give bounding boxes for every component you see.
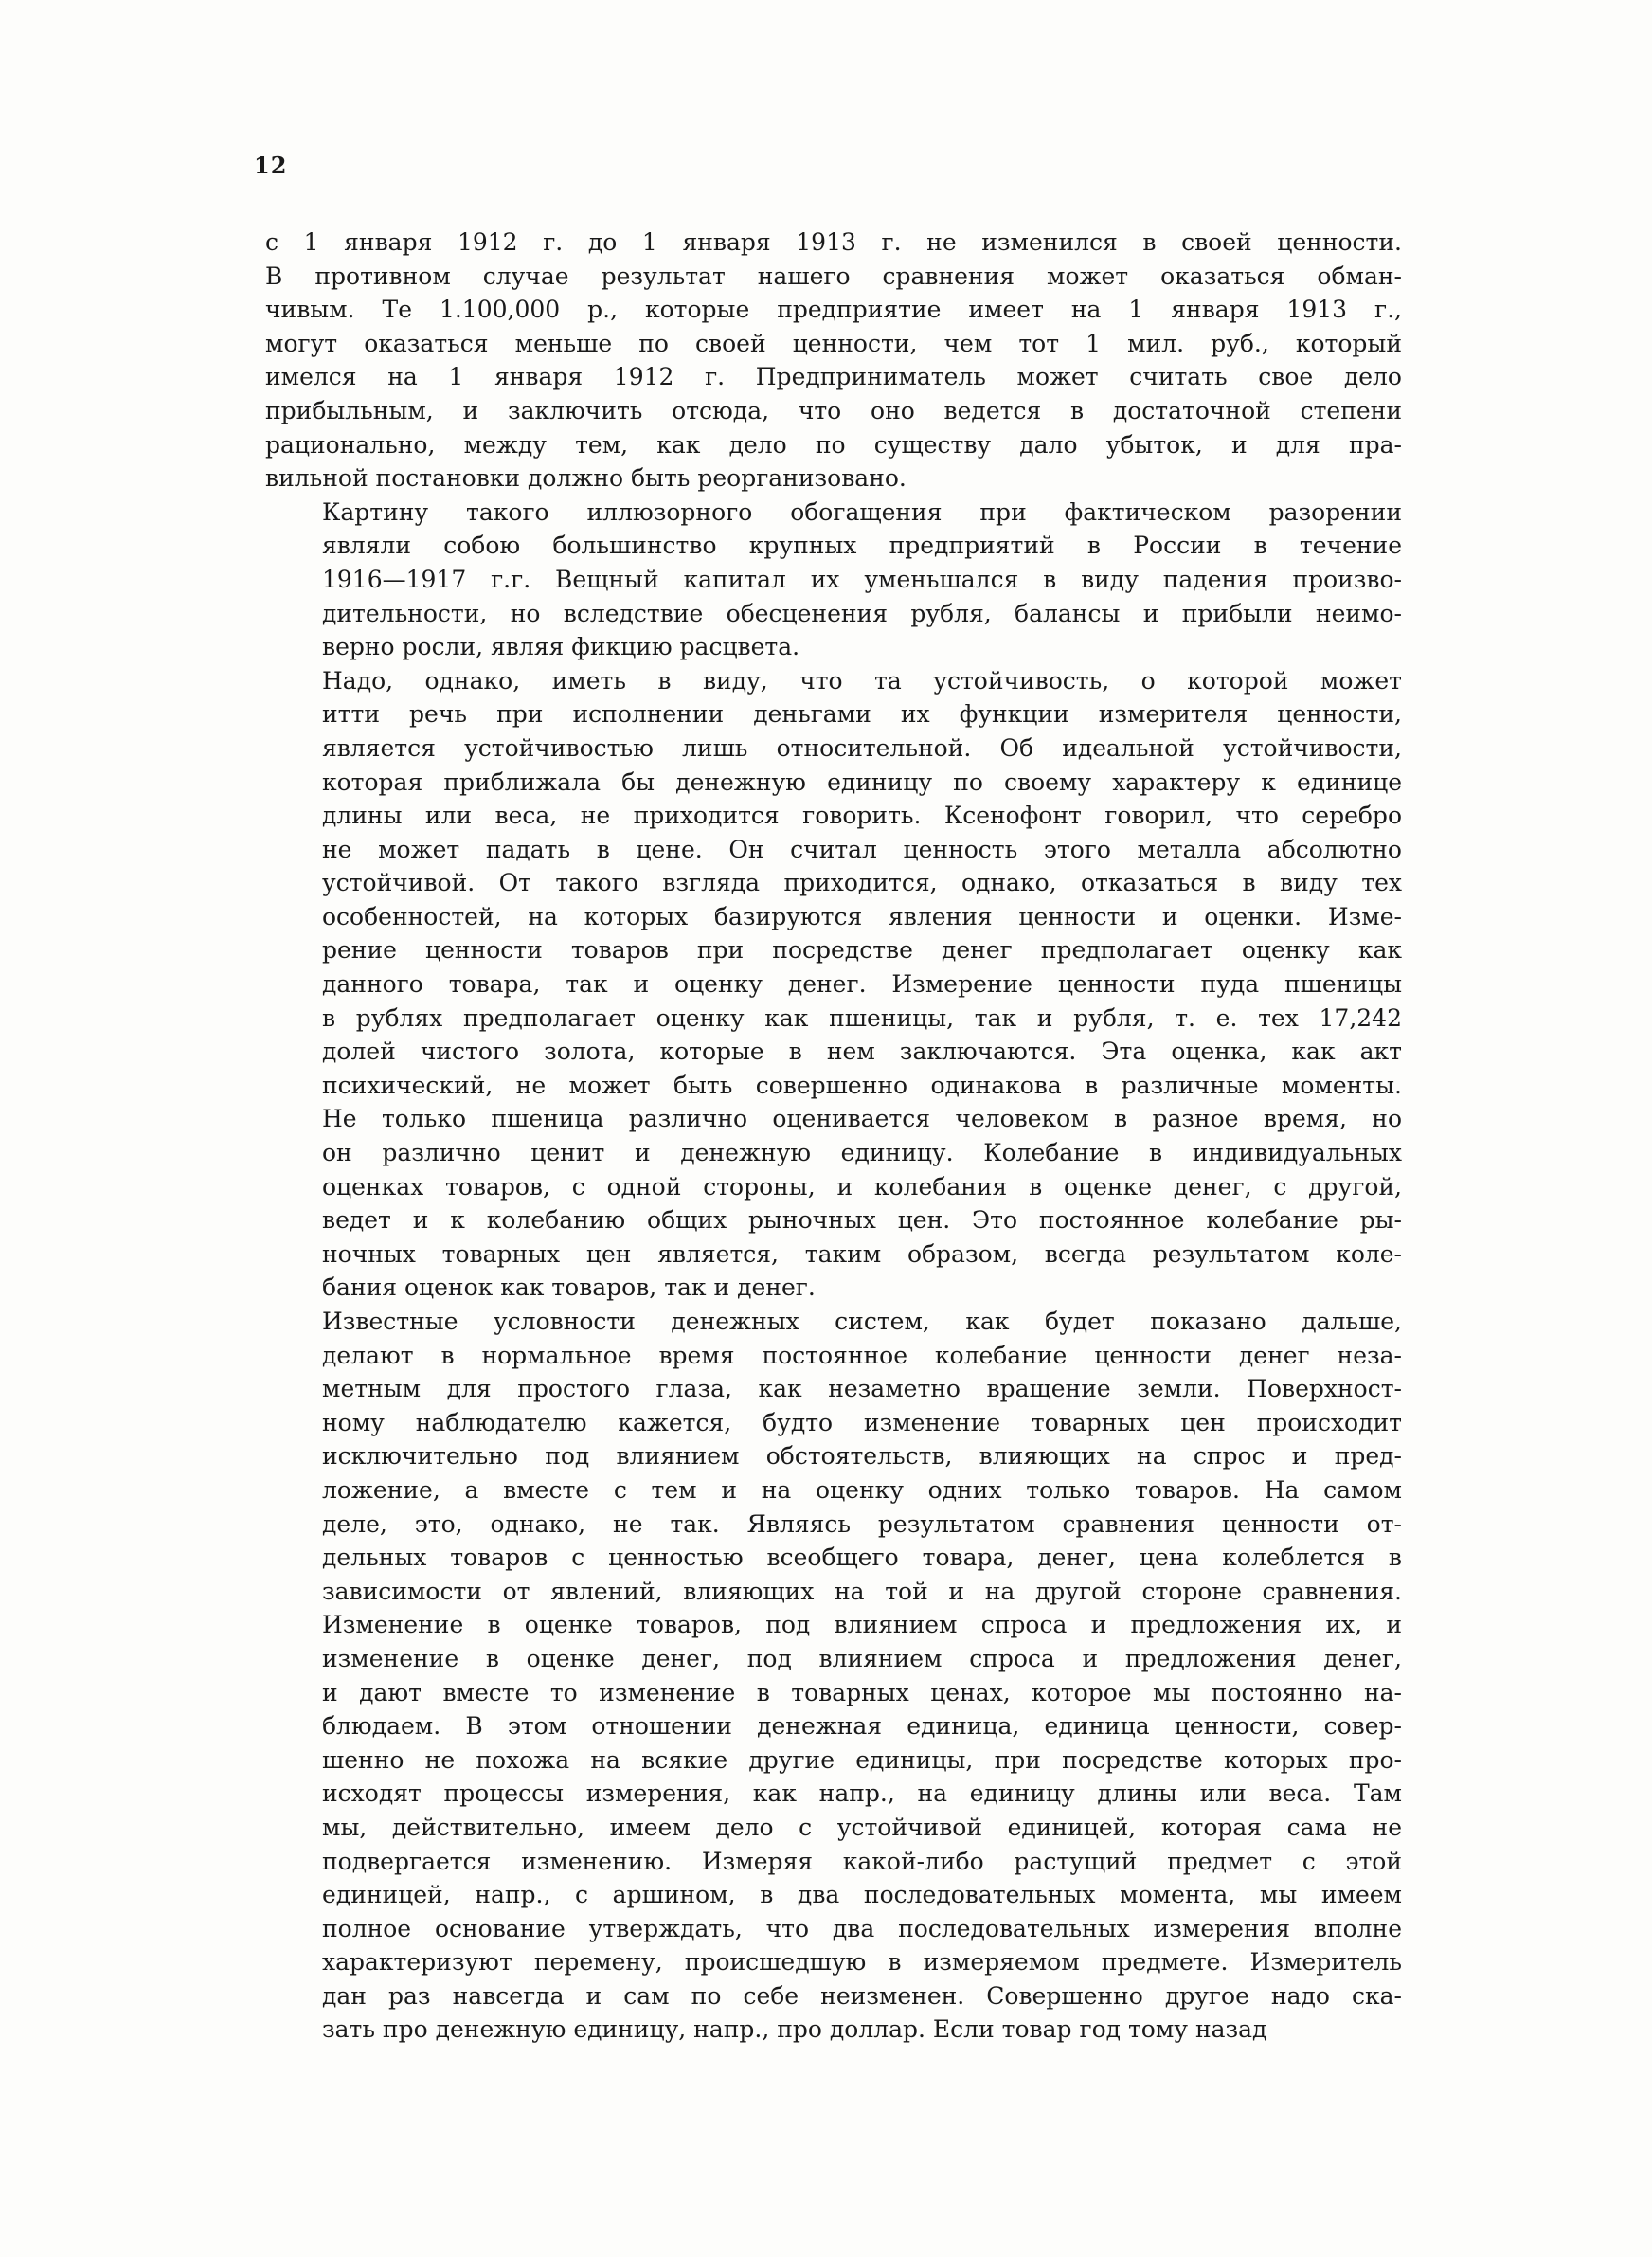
text-line: делают в нормальное время постоянное колебание ценности денег неза- [322, 1341, 1402, 1369]
text-line: блюдаем. В этом отношении денежная единица, единица ценности, совер- [322, 1712, 1402, 1741]
text-line: В противном случае результат нашего сравнения может оказаться обман- [265, 262, 1402, 290]
text-line: особенностей, на которых базируются явления ценности и оценки. Изме- [322, 902, 1402, 930]
text-line: исходят процессы измерения, как напр., на единицу длины или веса. Там [322, 1779, 1402, 1808]
text-line: устойчивой. От такого взгляда приходится, однако, отказаться в виду тех [322, 869, 1402, 897]
paragraph-3 [265, 664, 1402, 1305]
text-line: долей чистого золота, которые в нем заключаются. Эта оценка, как акт [322, 1038, 1402, 1066]
body-text [265, 226, 1402, 2047]
text-line: длины или веса, не приходится говорить. Ксенофонт говорил, что серебро [322, 802, 1402, 830]
text-line: рационально, между тем, как дело по существу дало убыток, и для пра- [265, 430, 1402, 459]
text-line: вильной постановки должно быть реорганизовано. [265, 464, 907, 493]
text-line: ложение, а вместе с тем и на оценку одних только товаров. На самом [322, 1475, 1402, 1504]
text-line: изменение в оценке денег, под влиянием спроса и предложения денег, [322, 1644, 1402, 1672]
text-line: метным для простого глаза, как незаметно вращение земли. Поверхност- [322, 1375, 1402, 1403]
text-line: характеризуют перемену, происшедшую в измеряемом предмете. Измеритель [322, 1948, 1402, 1977]
text-line: 1916—1917 г.г. Вещный капитал их уменьшался в виду падения произво- [322, 565, 1402, 593]
text-line: Надо, однако, иметь в виду, что та устойчивость, о которой может [322, 666, 1402, 695]
paragraph-4 [265, 1305, 1402, 2047]
paragraph-1 [265, 226, 1402, 496]
text-line: Изменение в оценке товаров, под влиянием спроса и предложения их, и [322, 1611, 1402, 1639]
text-line: итти речь при исполнении деньгами их функции измерителя ценности, [322, 700, 1402, 729]
text-line: он различно ценит и денежную единицу. Колебание в индивидуальных [322, 1139, 1402, 1167]
text-line: зависимости от явлений, влияющих на той и на другой стороне сравнения. [322, 1577, 1402, 1605]
text-line: могут оказаться меньше по своей ценности, чем тот 1 мил. руб., который [265, 329, 1402, 357]
text-line: единицей, напр., с аршином, в два последовательных момента, мы имеем [322, 1881, 1402, 1909]
paragraph-2 [265, 496, 1402, 664]
text-line: дельных товаров с ценностью всеобщего товара, денег, цена колеблется в [322, 1544, 1402, 1572]
text-line: с 1 января 1912 г. до 1 января 1913 г. не изменился в своей ценности. [265, 228, 1402, 256]
text-line: является устойчивостью лишь относительной. Об идеальной устойчивости, [322, 733, 1402, 762]
text-line: являли собою большинство крупных предприятий в России в течение [322, 532, 1402, 560]
text-line: рение ценности товаров при посредстве денег предполагает оценку как [322, 936, 1402, 965]
text-line: мы, действительно, имеем дело с устойчивой единицей, которая сама не [322, 1813, 1402, 1841]
page-number: 12 [254, 152, 288, 179]
text-line: имелся на 1 января 1912 г. Предприниматель может считать свое дело [265, 363, 1402, 391]
text-line: ному наблюдателю кажется, будто изменение товарных цен происходит [322, 1408, 1402, 1436]
text-line: ночных товарных цен является, таким образом, всегда результатом коле- [322, 1239, 1402, 1268]
text-line: дан раз навсегда и сам по себе неизменен. Совершенно другое надо ска- [322, 1981, 1402, 2010]
text-line: Известные условности денежных систем, как будет показано дальше, [322, 1308, 1402, 1335]
text-line: Картину такого иллюзорного обогащения при фактическом разорении [322, 497, 1402, 526]
text-line: психический, не может быть совершенно одинакова в различные моменты. [322, 1071, 1402, 1099]
text-line: и дают вместе то изменение в товарных ценах, которое мы постоянно на- [322, 1678, 1402, 1706]
text-line: деле, это, однако, не так. Являясь результатом сравнения ценности от- [322, 1509, 1402, 1538]
text-line: не может падать в цене. Он считал ценность этого металла абсолютно [322, 835, 1402, 863]
text-line: которая приближала бы денежную единицу по своему характеру к единице [322, 767, 1402, 796]
text-line: оценках товаров, с одной стороны, и колебания в оценке денег, с другой, [322, 1172, 1402, 1201]
text-line: подвергается изменению. Измеряя какой-либо растущий предмет с этой [322, 1847, 1402, 1875]
text-line: бания оценок как товаров, так и денег. [322, 1273, 816, 1302]
text-line: ведет и к колебанию общих рыночных цен. Это постоянное колебание ры- [322, 1206, 1402, 1235]
text-line: шенно не похожа на всякие другие единицы, при посредстве которых про- [322, 1745, 1402, 1774]
text-line: дительности, но вследствие обесценения рубля, балансы и прибыли неимо- [322, 599, 1402, 627]
text-line: данного товара, так и оценку денег. Измерение ценности пуда пшеницы [322, 970, 1402, 999]
text-line: верно росли, являя фикцию расцвета. [322, 633, 800, 661]
text-line: прибыльным, и заключить отсюда, что оно ведется в достаточной степени [265, 396, 1402, 424]
text-line: чивым. Те 1.100,000 р., которые предприятие имеет на 1 января 1913 г., [265, 296, 1402, 324]
text-line: исключительно под влиянием обстоятельств, влияющих на спрос и пред- [322, 1442, 1402, 1471]
text-line: Не только пшеница различно оценивается человеком в разное время, но [322, 1105, 1402, 1133]
text-line: в рублях предполагает оценку как пшеницы, так и рубля, т. е. тех 17,242 [322, 1003, 1402, 1032]
text-line: зать про денежную единицу, напр., про доллар. Если товар год тому назад [322, 2015, 1267, 2044]
text-line: полное основание утверждать, что два последовательных измерения вполне [322, 1914, 1402, 1942]
